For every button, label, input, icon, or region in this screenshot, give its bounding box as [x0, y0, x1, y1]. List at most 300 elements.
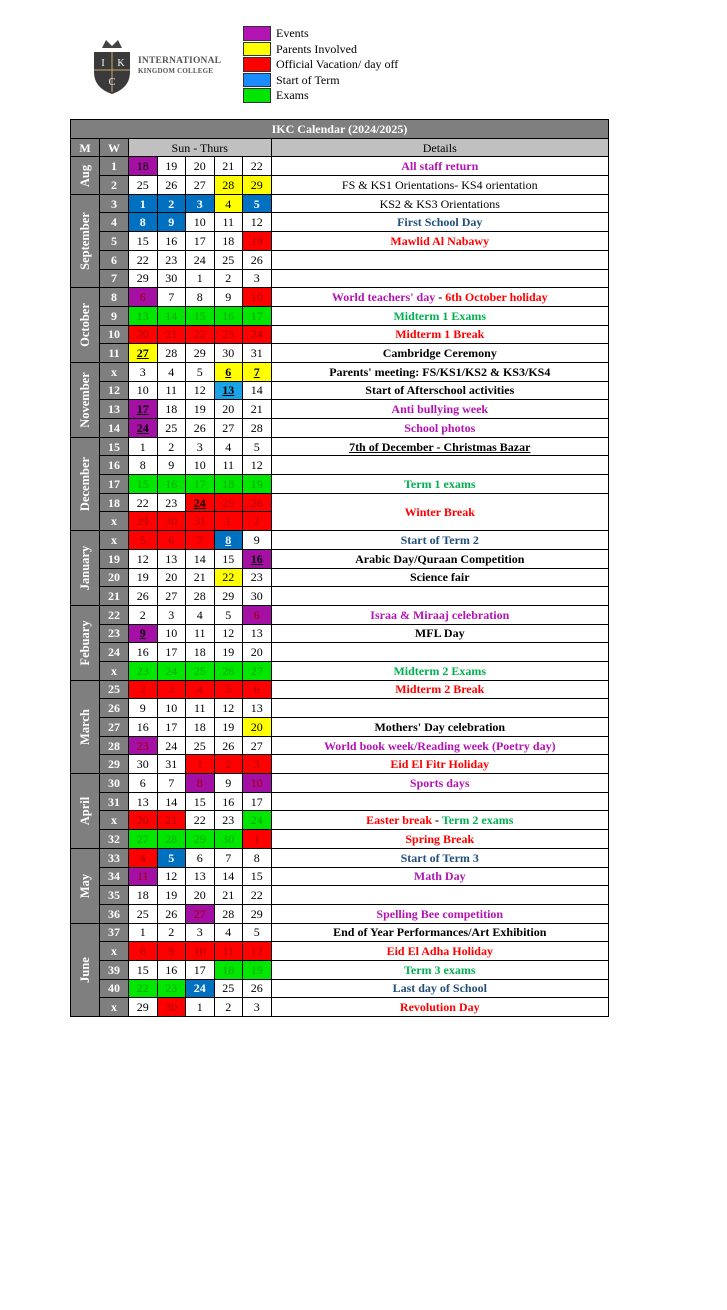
- week-number: 5: [100, 232, 129, 251]
- day-cell: 7: [157, 774, 186, 793]
- day-cell: 30: [129, 755, 158, 774]
- day-cell: 15: [186, 792, 215, 811]
- event-text: Revolution Day: [399, 1000, 480, 1015]
- day-cell: 3: [243, 269, 272, 288]
- day-cell: 6: [214, 362, 243, 381]
- day-cell: 6: [129, 774, 158, 793]
- event-details: [271, 232, 609, 251]
- event-details: [271, 643, 609, 662]
- week-row: [71, 718, 609, 737]
- day-cell: 27: [129, 344, 158, 363]
- event-text: FS & KS1 Orientations- KS4 orientation: [341, 177, 538, 192]
- event-text-secondary: 6th October holiday: [445, 290, 548, 305]
- legend-swatch: [243, 88, 271, 103]
- event-details: [271, 213, 609, 232]
- day-cell: 12: [214, 699, 243, 718]
- event-text: Term 3 exams: [403, 962, 476, 977]
- week-row: [71, 587, 609, 606]
- day-cell: 15: [186, 306, 215, 325]
- day-cell: 13: [186, 867, 215, 886]
- event-details: [271, 456, 609, 475]
- day-cell: 27: [186, 904, 215, 923]
- week-number: 16: [100, 456, 129, 475]
- day-cell: 29: [186, 830, 215, 849]
- college-logo: [88, 38, 228, 96]
- day-cell: 16: [243, 549, 272, 568]
- day-cell: 25: [214, 979, 243, 998]
- week-number: 18: [100, 493, 129, 512]
- day-cell: 28: [157, 344, 186, 363]
- day-cell: 16: [214, 792, 243, 811]
- event-text: 7th of December - Christmas Bazar: [349, 439, 531, 454]
- day-cell: 11: [157, 381, 186, 400]
- day-cell: 25: [157, 419, 186, 438]
- day-cell: 25: [186, 736, 215, 755]
- week-row: [71, 419, 609, 438]
- week-row: [71, 848, 609, 867]
- week-number: 31: [100, 792, 129, 811]
- event-text: Midterm 1 Break: [395, 327, 485, 342]
- day-cell: 27: [186, 176, 215, 195]
- day-cell: 23: [129, 661, 158, 680]
- day-cell: 7: [243, 362, 272, 381]
- week-row: [71, 157, 609, 176]
- day-cell: 7: [186, 531, 215, 550]
- day-cell: 14: [186, 549, 215, 568]
- week-row: [71, 755, 609, 774]
- week-row: [71, 306, 609, 325]
- day-cell: 17: [129, 400, 158, 419]
- week-number: 15: [100, 437, 129, 456]
- week-number: 40: [100, 979, 129, 998]
- day-cell: 12: [129, 549, 158, 568]
- day-cell: 8: [186, 288, 215, 307]
- day-cell: 3: [186, 194, 215, 213]
- day-cell: 4: [214, 194, 243, 213]
- event-text: Term 1 exams: [403, 476, 476, 491]
- event-text: Math Day: [413, 869, 466, 884]
- week-number: 32: [100, 830, 129, 849]
- day-cell: 25: [214, 250, 243, 269]
- day-cell: 24: [157, 736, 186, 755]
- day-cell: 26: [214, 736, 243, 755]
- week-row: [71, 269, 609, 288]
- day-cell: 22: [186, 325, 215, 344]
- day-cell: 20: [243, 718, 272, 737]
- week-number: x: [100, 811, 129, 830]
- month-name: September: [78, 212, 92, 270]
- day-cell: 19: [129, 568, 158, 587]
- day-cell: 8: [214, 531, 243, 550]
- day-cell: 21: [186, 568, 215, 587]
- day-cell: 14: [214, 867, 243, 886]
- week-row: [71, 493, 609, 512]
- day-cell: 3: [243, 998, 272, 1017]
- day-cell: 4: [214, 437, 243, 456]
- day-cell: 24: [243, 325, 272, 344]
- event-details: [271, 736, 609, 755]
- day-cell: 24: [157, 661, 186, 680]
- month-name: November: [78, 372, 92, 428]
- day-cell: 24: [186, 979, 215, 998]
- legend-label: Start of Term: [276, 72, 340, 87]
- day-cell: 28: [157, 830, 186, 849]
- event-details: [271, 942, 609, 961]
- week-number: 35: [100, 886, 129, 905]
- week-row: [71, 344, 609, 363]
- day-cell: 10: [186, 213, 215, 232]
- month-label: [71, 288, 100, 363]
- event-details: [271, 624, 609, 643]
- week-row: [71, 176, 609, 195]
- day-cell: 24: [186, 493, 215, 512]
- month-label: [71, 362, 100, 437]
- week-row: [71, 998, 609, 1017]
- day-cell: 23: [243, 568, 272, 587]
- event-details: [271, 699, 609, 718]
- legend-label: Official Vacation/ day off: [276, 57, 399, 72]
- day-cell: 5: [243, 437, 272, 456]
- month-label: [71, 680, 100, 773]
- event-text: Parents' meeting: FS/KS1/KS2 & KS3/KS4: [329, 364, 551, 379]
- event-text: Spring Break: [405, 831, 475, 846]
- event-separator: -: [435, 813, 442, 828]
- day-cell: 4: [129, 848, 158, 867]
- day-cell: 2: [157, 923, 186, 942]
- event-separator: -: [438, 290, 446, 305]
- event-text: Eid El Fitr Holiday: [390, 757, 490, 772]
- month-label: [71, 923, 100, 1016]
- day-cell: 24: [186, 250, 215, 269]
- day-cell: 9: [214, 288, 243, 307]
- event-text: KS2 & KS3 Orientations: [379, 196, 500, 211]
- week-number: 12: [100, 381, 129, 400]
- day-cell: 22: [243, 157, 272, 176]
- day-cell: 13: [243, 699, 272, 718]
- day-cell: 1: [129, 194, 158, 213]
- event-details: [271, 250, 609, 269]
- event-text: Sports days: [409, 775, 470, 790]
- day-cell: 23: [157, 493, 186, 512]
- month-label: [71, 157, 100, 194]
- day-cell: 22: [214, 568, 243, 587]
- header-details: Details: [271, 138, 609, 157]
- day-cell: 18: [186, 718, 215, 737]
- day-cell: 4: [214, 923, 243, 942]
- week-row: [71, 942, 609, 961]
- day-cell: 10: [157, 699, 186, 718]
- week-number: x: [100, 942, 129, 961]
- event-text: All staff return: [401, 159, 479, 174]
- event-details: [271, 848, 609, 867]
- event-text: Spelling Bee competition: [376, 906, 504, 921]
- event-text: First School Day: [397, 215, 483, 230]
- day-cell: 5: [129, 531, 158, 550]
- event-details: [271, 886, 609, 905]
- day-cell: 18: [214, 232, 243, 251]
- week-number: 25: [100, 680, 129, 699]
- day-cell: 16: [157, 475, 186, 494]
- calendar-table: [70, 119, 609, 1017]
- day-cell: 20: [186, 886, 215, 905]
- week-row: [71, 437, 609, 456]
- day-cell: 10: [243, 774, 272, 793]
- day-cell: 10: [243, 288, 272, 307]
- day-cell: 2: [129, 605, 158, 624]
- event-details: [271, 437, 609, 456]
- week-row: [71, 194, 609, 213]
- legend-label: Parents Involved: [276, 41, 357, 56]
- week-number: 11: [100, 344, 129, 363]
- day-cell: 1: [186, 269, 215, 288]
- day-cell: 20: [129, 811, 158, 830]
- event-details: [271, 493, 609, 530]
- calendar-title: IKC Calendar (2024/2025): [71, 120, 609, 139]
- day-cell: 15: [129, 475, 158, 494]
- event-details: [271, 531, 609, 550]
- day-cell: 21: [157, 325, 186, 344]
- week-number: 29: [100, 755, 129, 774]
- week-row: [71, 699, 609, 718]
- event-details: [271, 362, 609, 381]
- day-cell: 2: [214, 269, 243, 288]
- event-details: [271, 419, 609, 438]
- svg-text:I: I: [101, 58, 105, 69]
- event-details: [271, 680, 609, 699]
- week-number: 4: [100, 213, 129, 232]
- day-cell: 12: [186, 381, 215, 400]
- event-text: Science fair: [409, 570, 470, 585]
- day-cell: 22: [243, 886, 272, 905]
- day-cell: 30: [243, 587, 272, 606]
- day-cell: 20: [157, 568, 186, 587]
- week-number: 23: [100, 624, 129, 643]
- day-cell: 25: [214, 493, 243, 512]
- day-cell: 8: [129, 456, 158, 475]
- day-cell: 18: [214, 475, 243, 494]
- day-cell: 11: [186, 699, 215, 718]
- day-cell: 13: [157, 549, 186, 568]
- month-label: [71, 605, 100, 680]
- day-cell: 11: [129, 867, 158, 886]
- event-details: [271, 568, 609, 587]
- logo-line2: KINGDOM COLLEGE: [138, 67, 214, 75]
- event-text: Midterm 2 Break: [395, 682, 485, 697]
- day-cell: 12: [243, 942, 272, 961]
- day-cell: 23: [157, 250, 186, 269]
- event-details: [271, 605, 609, 624]
- week-row: [71, 475, 609, 494]
- day-cell: 20: [243, 643, 272, 662]
- event-text: Israa & Miraaj celebration: [370, 607, 510, 622]
- day-cell: 3: [157, 680, 186, 699]
- day-cell: 7: [157, 288, 186, 307]
- week-number: x: [100, 661, 129, 680]
- day-cell: 30: [157, 269, 186, 288]
- week-number: x: [100, 531, 129, 550]
- event-details: [271, 269, 609, 288]
- month-label: [71, 437, 100, 530]
- event-text: Arabic Day/Quraan Competition: [355, 551, 525, 566]
- day-cell: 29: [214, 587, 243, 606]
- day-cell: 27: [243, 661, 272, 680]
- day-cell: 15: [129, 960, 158, 979]
- day-cell: 18: [214, 960, 243, 979]
- day-cell: 28: [243, 419, 272, 438]
- day-cell: 25: [186, 661, 215, 680]
- week-number: x: [100, 512, 129, 531]
- day-cell: 10: [186, 456, 215, 475]
- logo-line1: INTERNATIONAL: [138, 56, 222, 66]
- week-number: 22: [100, 605, 129, 624]
- event-text: Mothers' Day celebration: [374, 719, 506, 734]
- day-cell: 12: [243, 456, 272, 475]
- month-name: December: [78, 456, 92, 511]
- day-cell: 3: [243, 755, 272, 774]
- day-cell: 9: [157, 213, 186, 232]
- day-cell: 30: [157, 998, 186, 1017]
- event-text: Cambridge Ceremony: [382, 346, 497, 361]
- event-text: School photos: [404, 420, 476, 435]
- event-details: [271, 587, 609, 606]
- day-cell: 29: [186, 344, 215, 363]
- day-cell: 26: [157, 176, 186, 195]
- week-number: 13: [100, 400, 129, 419]
- day-cell: 31: [243, 344, 272, 363]
- day-cell: 16: [157, 232, 186, 251]
- svg-text:C: C: [108, 77, 116, 88]
- week-row: [71, 288, 609, 307]
- day-cell: 1: [186, 755, 215, 774]
- day-cell: 28: [186, 587, 215, 606]
- day-cell: 15: [243, 867, 272, 886]
- week-number: 9: [100, 306, 129, 325]
- week-number: 24: [100, 643, 129, 662]
- day-cell: 5: [243, 194, 272, 213]
- day-cell: 12: [157, 867, 186, 886]
- day-cell: 9: [129, 624, 158, 643]
- day-cell: 16: [129, 718, 158, 737]
- week-number: 30: [100, 774, 129, 793]
- event-text: MFL Day: [414, 626, 465, 641]
- day-cell: 24: [243, 811, 272, 830]
- day-cell: 19: [157, 886, 186, 905]
- day-cell: 17: [186, 960, 215, 979]
- week-number: 39: [100, 960, 129, 979]
- day-cell: 4: [157, 362, 186, 381]
- month-name: June: [78, 956, 92, 983]
- day-cell: 13: [129, 792, 158, 811]
- week-row: [71, 904, 609, 923]
- week-row: [71, 661, 609, 680]
- day-cell: 17: [157, 643, 186, 662]
- week-number: x: [100, 362, 129, 381]
- day-cell: 20: [186, 157, 215, 176]
- week-number: 27: [100, 718, 129, 737]
- day-cell: 18: [157, 400, 186, 419]
- week-number: 21: [100, 587, 129, 606]
- day-cell: 17: [157, 718, 186, 737]
- day-cell: 30: [214, 830, 243, 849]
- legend-swatch: [243, 42, 271, 57]
- day-cell: 7: [214, 848, 243, 867]
- event-details: [271, 194, 609, 213]
- event-text: World teachers' day: [331, 290, 439, 305]
- header-month: M: [71, 138, 100, 157]
- day-cell: 15: [214, 549, 243, 568]
- week-row: [71, 456, 609, 475]
- week-number: 28: [100, 736, 129, 755]
- day-cell: 14: [157, 792, 186, 811]
- week-number: 17: [100, 475, 129, 494]
- day-cell: 26: [157, 904, 186, 923]
- day-cell: 26: [243, 493, 272, 512]
- day-cell: 21: [157, 811, 186, 830]
- event-text: Winter Break: [404, 504, 475, 519]
- week-row: [71, 774, 609, 793]
- month-name: January: [78, 545, 92, 591]
- day-cell: 13: [243, 624, 272, 643]
- event-text: Start of Term 3: [400, 850, 479, 865]
- week-number: 6: [100, 250, 129, 269]
- day-cell: 3: [186, 923, 215, 942]
- event-details: [271, 811, 609, 830]
- day-cell: 6: [186, 848, 215, 867]
- day-cell: 15: [129, 232, 158, 251]
- day-cell: 2: [214, 755, 243, 774]
- day-cell: 22: [186, 811, 215, 830]
- day-cell: 22: [129, 979, 158, 998]
- week-number: 36: [100, 904, 129, 923]
- day-cell: 2: [243, 512, 272, 531]
- day-cell: 23: [157, 979, 186, 998]
- day-cell: 12: [243, 213, 272, 232]
- week-row: [71, 923, 609, 942]
- day-cell: 9: [157, 942, 186, 961]
- day-cell: 2: [157, 194, 186, 213]
- day-cell: 6: [243, 680, 272, 699]
- event-details: [271, 344, 609, 363]
- month-name: March: [78, 708, 92, 745]
- week-row: [71, 886, 609, 905]
- day-cell: 9: [157, 456, 186, 475]
- week-number: 20: [100, 568, 129, 587]
- day-cell: 14: [243, 381, 272, 400]
- day-cell: 19: [243, 232, 272, 251]
- month-name: October: [78, 303, 92, 347]
- day-cell: 2: [214, 998, 243, 1017]
- day-cell: 1: [243, 830, 272, 849]
- event-text: Start of Term 2: [400, 532, 479, 547]
- day-cell: 19: [214, 643, 243, 662]
- day-cell: 19: [214, 718, 243, 737]
- day-cell: 16: [157, 960, 186, 979]
- week-row: [71, 811, 609, 830]
- week-row: [71, 213, 609, 232]
- day-cell: 22: [129, 250, 158, 269]
- event-details: [271, 381, 609, 400]
- event-text: Anti bullying week: [391, 402, 489, 417]
- event-details: [271, 549, 609, 568]
- day-cell: 20: [129, 325, 158, 344]
- event-details: [271, 157, 609, 176]
- week-row: [71, 362, 609, 381]
- day-cell: 17: [186, 475, 215, 494]
- week-row: [71, 325, 609, 344]
- day-cell: 4: [186, 680, 215, 699]
- day-cell: 10: [157, 624, 186, 643]
- crest-icon: [88, 38, 136, 96]
